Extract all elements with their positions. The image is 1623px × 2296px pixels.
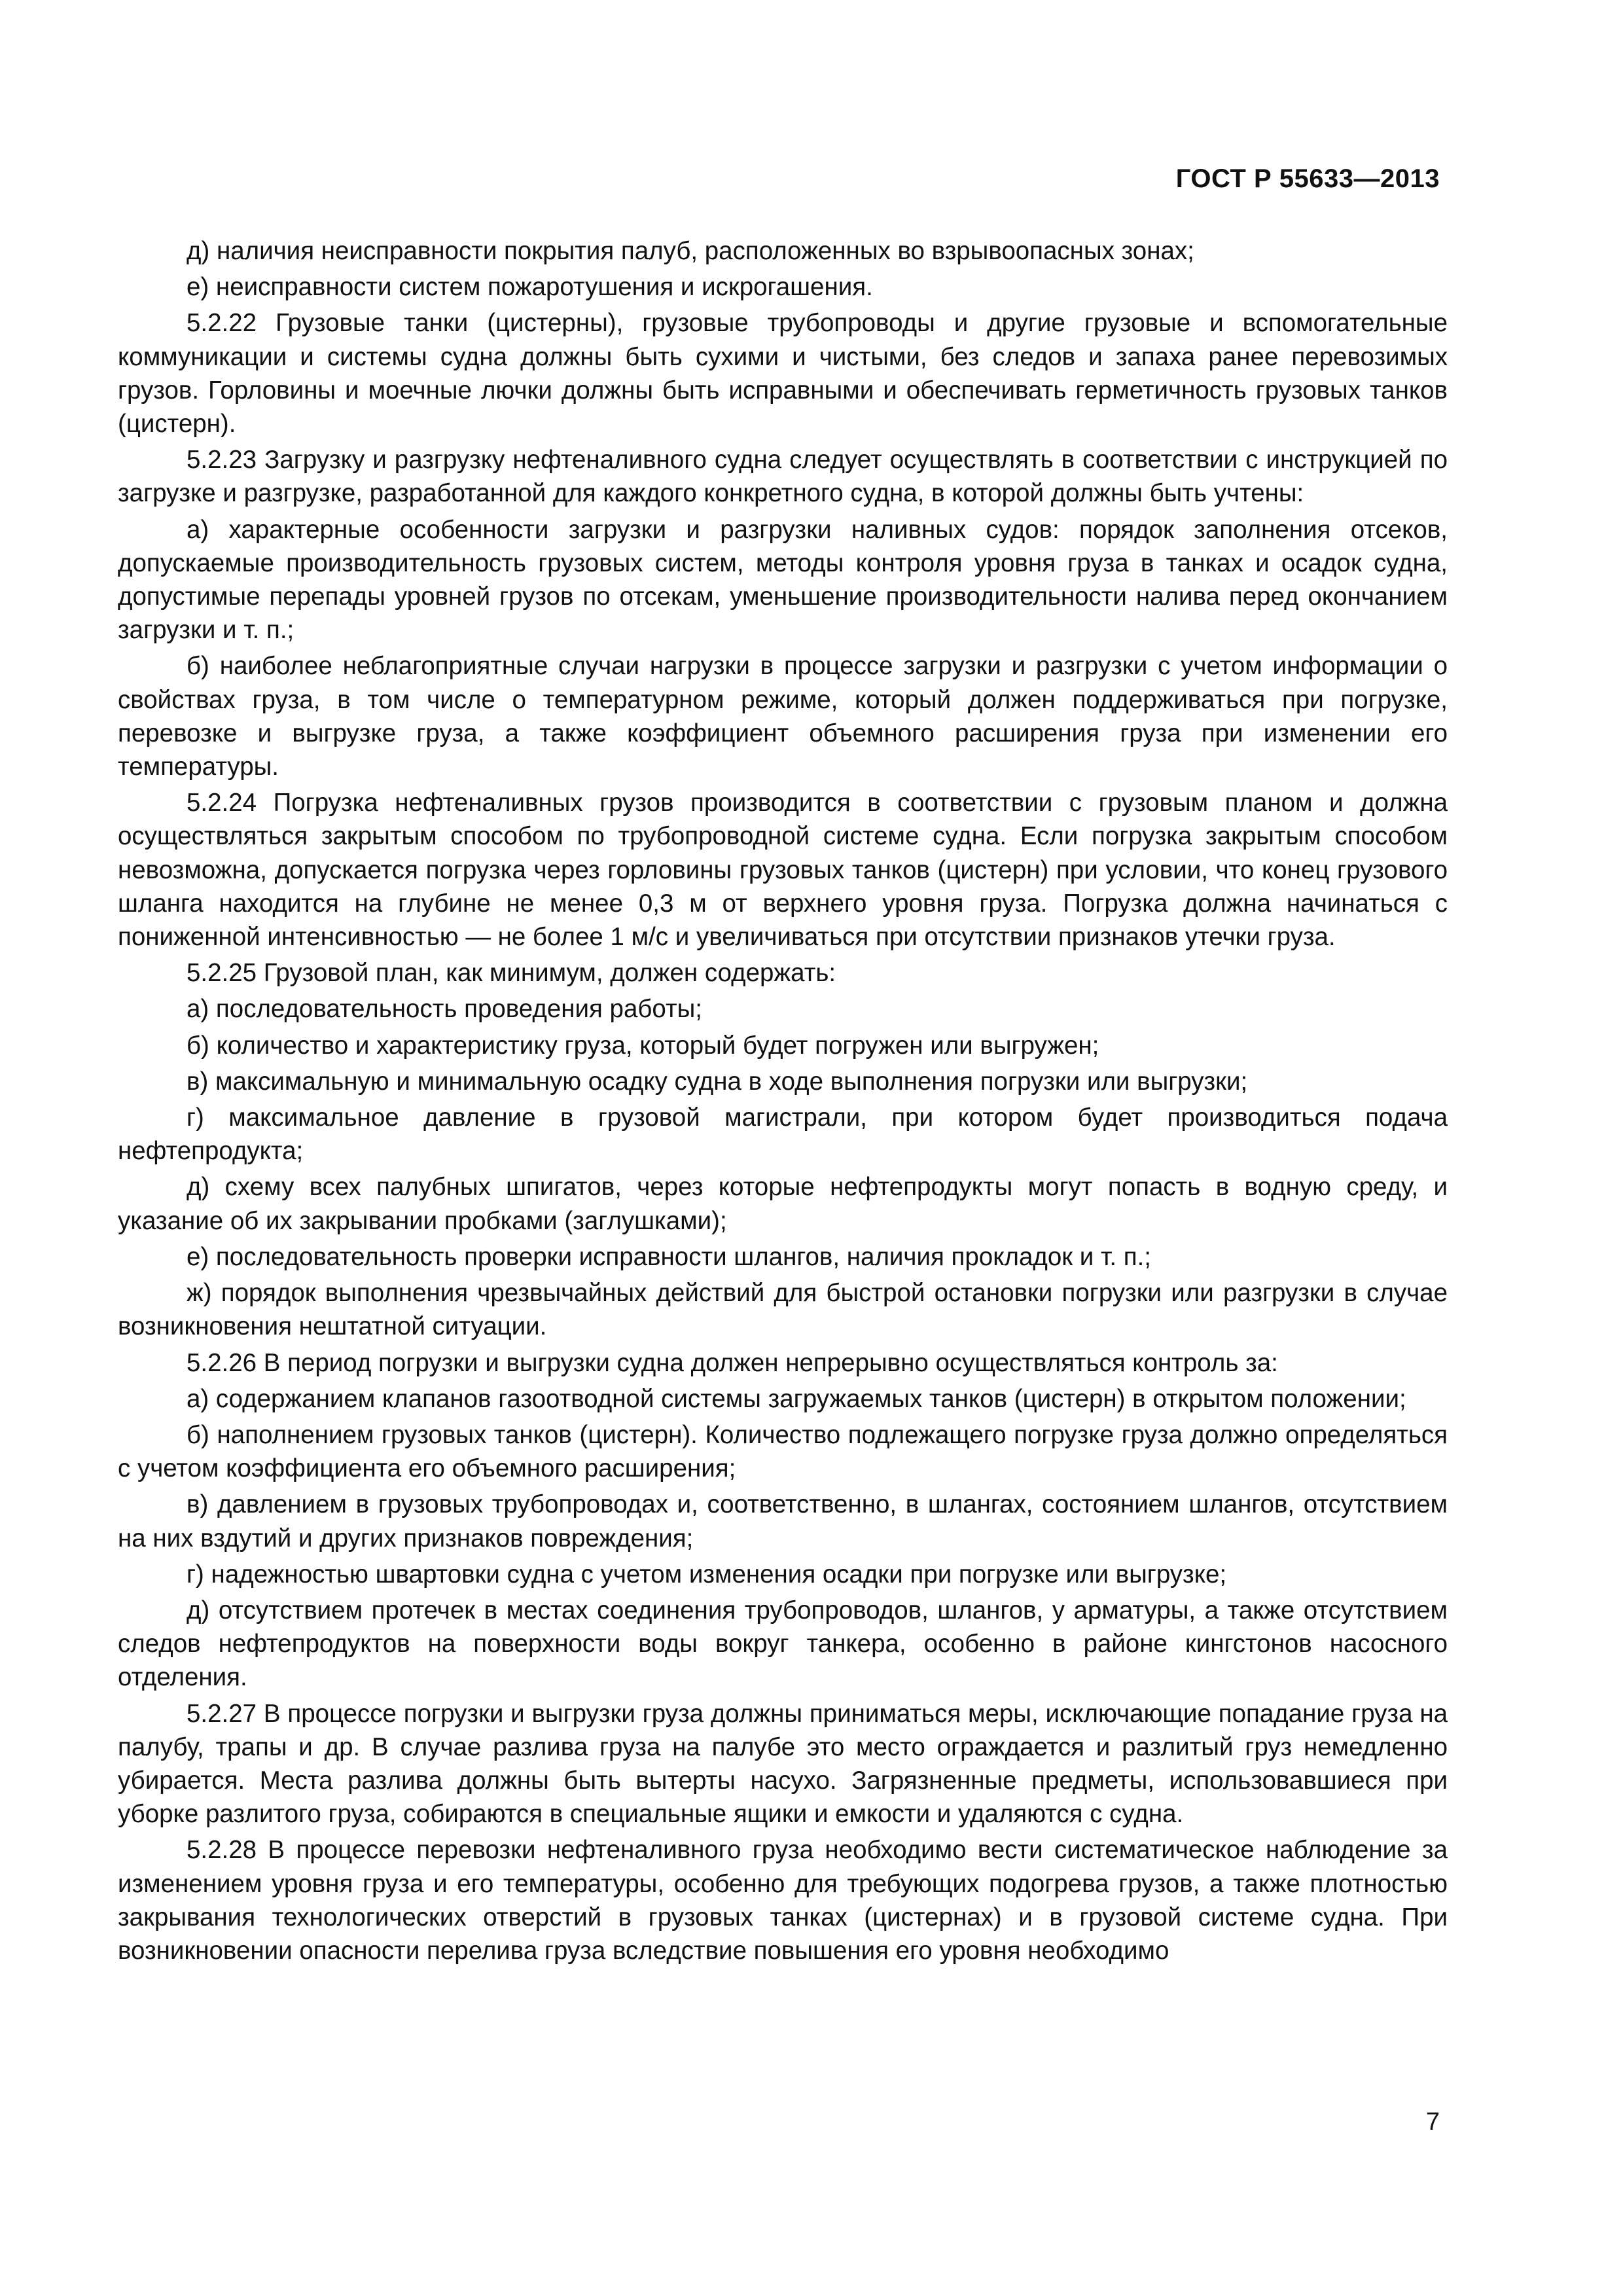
list-item-a-valves: а) содержанием клапанов газоотводной системы загружаемых танков (цистерн) в открытом положении; [187, 1384, 1406, 1413]
document-body [118, 234, 1448, 1970]
list-item-zh-emergency: ж) порядок выполнения чрезвычайных действий для быстрой остановки погрузки или разгрузки в случае возникновения нештатной ситуации. [118, 1279, 1448, 1341]
clause-5-2-24: 5.2.24 Погрузка нефтеналивных грузов производится в соответствии с грузовым планом и должна осуществляться закрытым способом по трубопроводной системе судна. Если погрузка закрытым способом невозможна, допускается погрузка через горловины грузовых танков (цистерн) при условии, что конец грузового шланга находится на глубине не менее 0,3 м от верхнего уровня груза. Погрузка должна начинаться с пониженной интенсивностью — не более 1 м/с и увеличиваться при отсутствии признаков утечки груза. [118, 789, 1448, 952]
clause-5-2-26: 5.2.26 В период погрузки и выгрузки судна должен непрерывно осуществляться контроль за: [187, 1348, 1278, 1377]
list-item-g-max-pressure: г) максимальное давление в грузовой магистрали, при котором будет производиться подача нефтепродукта; [118, 1103, 1448, 1166]
page-number: 7 [1425, 2108, 1440, 2136]
list-item-a-loading-features: а) характерные особенности загрузки и разгрузки наливных судов: порядок заполнения отсеков, допускаемые производительность грузовых систем, методы контроля уровня груза в танках и осадок судна, допустимые перепады уровней грузов по отсекам, уменьшение производительности налива перед окончанием загрузки и т. п.; [118, 515, 1448, 645]
list-item-v-draft: в) максимальную и минимальную осадку судна в ходе выполнения погрузки или выгрузки; [187, 1067, 1248, 1096]
list-item-v-pipeline-pressure: в) давлением в грузовых трубопроводах и, соответственно, в шлангах, состоянием шлангов, отсутствием на них вздутий и других признаков повреждения; [118, 1490, 1448, 1552]
list-item-b-cargo-quantity: б) количество и характеристику груза, который будет погружен или выгружен; [187, 1031, 1099, 1060]
list-item-g-mooring: г) надежностью швартовки судна с учетом изменения осадки при погрузке или выгрузке; [187, 1560, 1227, 1588]
list-item-e-hose-check: е) последовательность проверки исправности шлангов, наличия прокладок и т. п.; [187, 1242, 1151, 1271]
list-item-b-unfavorable-cases: б) наиболее неблагоприятные случаи нагрузки в процессе загрузки и разгрузки с учетом информации о свойствах груза, в том числе о температурном режиме, который должен поддерживаться при погрузке, перевозке и выгрузке груза, а также коэффициент объемного расширения груза при изменении его температуры. [118, 652, 1448, 781]
list-item-b-tank-filling: б) наполнением грузовых танков (цистерн). Количество подлежащего погрузке груза должно определяться с учетом коэффициента его объемного расширения; [118, 1420, 1448, 1483]
list-item-d-scuppers: д) схему всех палубных шпигатов, через которые нефтепродукты могут попасть в водную среду, и указание об их закрывании пробками (заглушками); [118, 1173, 1448, 1235]
clause-5-2-22: 5.2.22 Грузовые танки (цистерны), грузовые трубопроводы и другие грузовые и вспомогательные коммуникации и системы судна должны быть сухими и чистыми, без следов и запаха ранее перевозимых грузов. Горловины и моечные лючки должны быть исправными и обеспечивать герметичность грузовых танков (цистерн). [118, 309, 1448, 439]
list-item-d-deck-coating: д) наличия неисправности покрытия палуб, расположенных во взрывоопасных зонах; [187, 237, 1194, 265]
list-item-a-work-sequence: а) последовательность проведения работы; [187, 995, 702, 1024]
document-header: ГОСТ Р 55633—2013 [1175, 164, 1440, 193]
clause-5-2-28: 5.2.28 В процессе перевозки нефтеналивного груза необходимо вести систематическое наблюдение за изменением уровня груза и его температуры, особенно для требующих подогрева грузов, а также плотностью закрывания технологических отверстий в грузовых танках (цистернах) и в грузовой системе судна. При возникновении опасности перелива груза вследствие повышения его уровня необходимо [118, 1836, 1448, 1965]
clause-5-2-25: 5.2.25 Грузовой план, как минимум, должен содержать: [187, 959, 836, 988]
list-item-e-fire-systems: е) неисправности систем пожаротушения и искрогашения. [187, 273, 873, 302]
list-item-d-leaks: д) отсутствием протечек в местах соединения трубопроводов, шлангов, у арматуры, а также отсутствием следов нефтепродуктов на поверхности воды вокруг танкера, особенно в районе кингстонов насосного отделения. [118, 1596, 1448, 1692]
clause-5-2-27: 5.2.27 В процессе погрузки и выгрузки груза должны приниматься меры, исключающие попадание груза на палубу, трапы и др. В случае разлива груза на палубе это место ограждается и разлитый груз немедленно убирается. Места разлива должны быть вытерты насухо. Загрязненные предметы, использовавшиеся при уборке разлитого груза, собираются в специальные ящики и емкости и удаляются с судна. [118, 1699, 1448, 1829]
clause-5-2-23: 5.2.23 Загрузку и разгрузку нефтеналивного судна следует осуществлять в соответствии с инструкцией по загрузке и разгрузке, разработанной для каждого конкретного судна, в которой должны быть учтены: [118, 446, 1448, 508]
